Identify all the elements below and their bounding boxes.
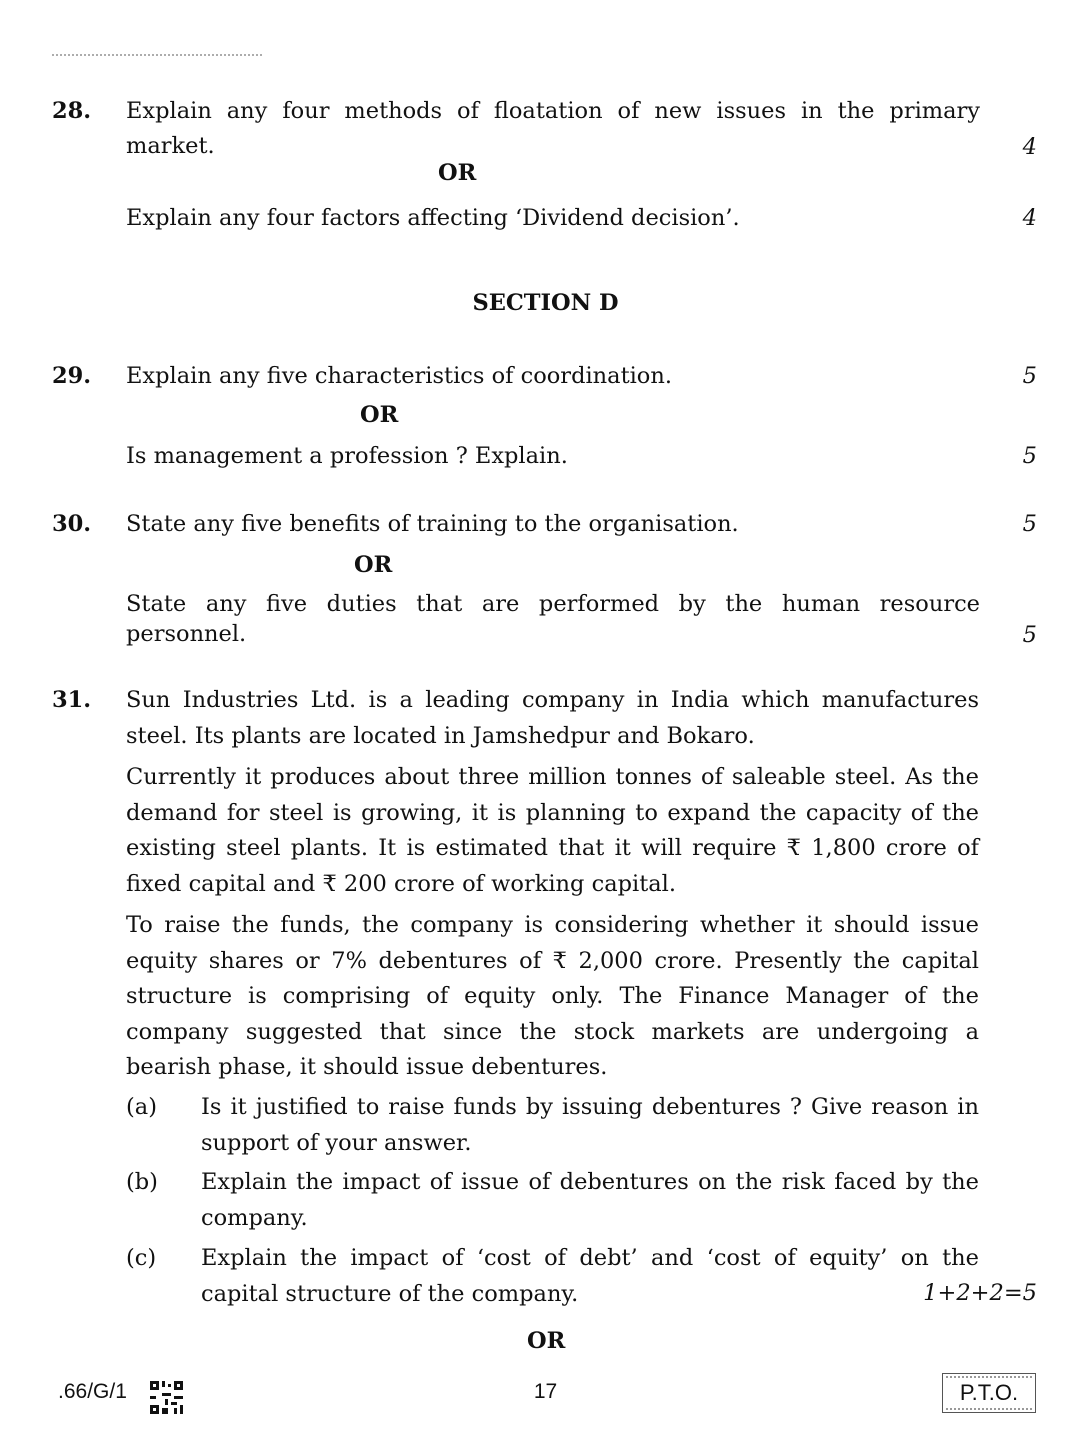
alternative-question-text: Explain any four factors affecting ‘Dividend decision’. — [126, 205, 740, 231]
paper-code: .66/G/1 — [58, 1380, 127, 1403]
marks: 5 — [1022, 443, 1037, 469]
marks: 4 — [1022, 134, 1037, 160]
question-number: 28. — [52, 98, 92, 124]
question-text: State any five benefits of training to the organisation. — [126, 511, 739, 537]
question-28 — [52, 94, 1037, 244]
or-label: OR — [438, 160, 477, 186]
marks: 5 — [1022, 363, 1037, 389]
alternative-question-text: Is management a profession ? Explain. — [126, 443, 568, 469]
question-number: 29. — [52, 363, 92, 389]
sub-question-label: (a) — [126, 1094, 157, 1120]
marks: 4 — [1022, 205, 1037, 231]
or-label: OR — [527, 1328, 566, 1354]
question-number: 30. — [52, 511, 92, 537]
question-31-paragraph-3: To raise the funds, the company is considering whether it should issue equity shares or 7% debentures of ₹ 2,000 crore. Presently the capital structure is comprising of equity only. The Finance Manager of the company suggested that since the stock markets are undergoing a bearish phase, it should issue debentures. — [126, 912, 979, 1080]
question-30 — [52, 507, 1037, 657]
marks: 5 — [1022, 622, 1037, 648]
question-29 — [52, 359, 1037, 479]
marks: 5 — [1022, 511, 1037, 537]
alternative-question-text: State any five duties that are performed by the human resource personnel. — [126, 591, 980, 647]
sub-question-label: (b) — [126, 1169, 158, 1195]
question-text: Explain any four methods of floatation of new issues in the primary market. — [126, 98, 980, 159]
sub-question-label: (c) — [126, 1245, 157, 1271]
question-number: 31. — [52, 687, 92, 713]
question-31-paragraph-1: Sun Industries Ltd. is a leading company in India which manufactures steel. Its plants are located in Jamshedpur and Bokaro. — [126, 687, 979, 749]
sub-question-text: Explain the impact of issue of debentures on the risk faced by the company. — [201, 1169, 979, 1231]
or-label: OR — [360, 402, 399, 428]
sub-question-text: Is it justified to raise funds by issuing debentures ? Give reason in support of your answer. — [201, 1094, 979, 1156]
question-31-marks-wrap — [52, 1276, 1037, 1312]
micro-text-line — [52, 54, 262, 62]
or-label: OR — [354, 552, 393, 578]
pto-box: P.T.O. — [942, 1373, 1036, 1413]
question-31-paragraph-2: Currently it produces about three million tonnes of saleable steel. As the demand for steel is growing, it is planning to expand the capacity of the existing steel plants. It is estimated that it will require ₹ 1,800 crore of fixed capital and ₹ 200 crore of working capital. — [126, 764, 979, 897]
marks: 1+2+2=5 — [923, 1280, 1037, 1306]
sub-question-text: Explain the impact of ‘cost of debt’ and ‘cost of equity’ on the capital structure of the company. — [201, 1245, 979, 1307]
section-heading: SECTION D — [472, 290, 619, 316]
question-text: Explain any five characteristics of coordination. — [126, 363, 672, 389]
page-number: 17 — [533, 1380, 558, 1403]
